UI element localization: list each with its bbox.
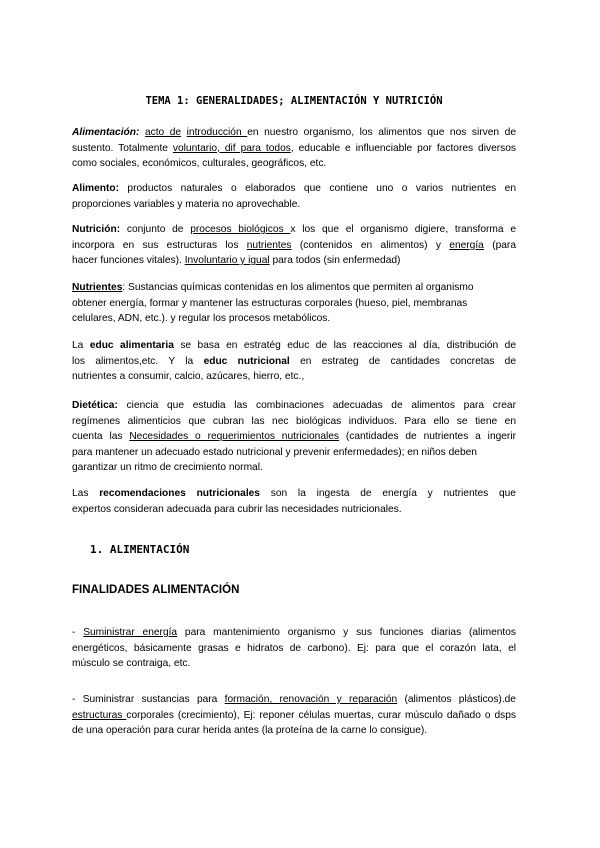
term-alimentacion: Alimentación: xyxy=(72,127,140,138)
para-line xyxy=(72,708,516,724)
text-run: productos naturales o elaborados que contiene uno o varios nutrientes en xyxy=(118,183,516,194)
underlined-text: Necesidades o requerimientos nutricionales xyxy=(129,431,340,443)
text-run: (alimentos plásticos).de xyxy=(397,694,516,705)
para-line: para mantener un adecuado estado nutricional y prevenir enfermedades); en niños deben xyxy=(72,446,477,458)
underlined-text: nutrientes xyxy=(246,239,292,251)
para-line: celulares, ADN, etc.). y regular los procesos metabólicos. xyxy=(72,313,331,325)
para-line xyxy=(72,692,516,708)
para-line xyxy=(72,338,516,354)
para-line xyxy=(72,238,516,254)
text-run: en nuestro organismo, los alimentos que nos sirven de xyxy=(247,127,516,138)
text-run: (cantidades de nutrientes a ingerir xyxy=(339,431,516,443)
underlined-text: Suministrar energía xyxy=(83,627,178,638)
para-line xyxy=(72,125,516,141)
bold-term: educ alimentaria xyxy=(89,340,174,351)
text-run: : Sustancias químicas contenidas en los alimentos que permiten al organismo xyxy=(122,282,474,293)
para-line: expertos consideran adecuada para cubrir las necesidades nutricionales. xyxy=(72,503,402,515)
para-line: nutrientes a consumir, calcio, azúcares, hierro, etc., xyxy=(72,371,305,383)
text-run: para mantenimiento organismo y sus funciones diarias (alimentos xyxy=(177,627,516,638)
para-line xyxy=(72,222,516,238)
text-run: (para xyxy=(483,239,516,251)
para-line xyxy=(72,354,516,370)
para-line xyxy=(72,398,516,414)
para-line xyxy=(72,486,516,502)
para-line: garantizar un ritmo de crecimiento normal. xyxy=(72,462,263,474)
para-line xyxy=(72,181,516,197)
para-line: proporciones variables y materia no aprovechable. xyxy=(72,198,301,210)
text-run: - Suministrar sustancias para xyxy=(72,694,225,705)
text-run: ciencia que estudia las combinaciones adecuadas de alimentos para crear xyxy=(117,400,516,411)
text-run: , educable e influenciable por factores diversos xyxy=(290,142,516,154)
underlined-text: Involuntario y igual xyxy=(184,255,270,267)
paragraph-nutricion xyxy=(72,222,516,269)
paragraph-alimentacion xyxy=(72,125,516,172)
text-run: incorpora en sus estructuras los xyxy=(72,239,247,251)
para-line: obtener energía, formar y mantener las estructuras corporales (hueso, piel, membranas xyxy=(72,297,468,309)
subsection-heading: FINALIDADES ALIMENTACIÓN xyxy=(72,584,240,596)
para-line xyxy=(72,280,516,296)
underlined-text: voluntario, dif para todos xyxy=(172,142,291,154)
paragraph-dietetica xyxy=(72,398,516,476)
text-run: Las xyxy=(72,488,100,499)
paragraph-alimento xyxy=(72,181,516,212)
para-line xyxy=(72,429,516,445)
text-run: cuenta las xyxy=(72,431,130,443)
paragraph-finalidad-energia xyxy=(72,625,516,672)
underlined-text: formación, renovación y reparación xyxy=(224,694,398,705)
para-line: como sociales, económicos, culturales, geográficos, etc. xyxy=(72,158,327,170)
text-run: los alimentos,etc. Y la xyxy=(72,355,204,367)
underlined-text: energía xyxy=(449,239,484,251)
section-heading: 1. ALIMENTACIÓN xyxy=(90,543,190,556)
para-line: de una operación para curar herida antes (la proteína de la carne lo consigue). xyxy=(72,725,428,737)
text-run: (contenidos en alimentos) y xyxy=(291,239,450,251)
term-nutrientes: Nutrientes xyxy=(72,282,123,293)
text-run: - xyxy=(72,627,84,638)
bold-term: educ nutricional xyxy=(203,355,290,367)
underlined-text: estructuras xyxy=(72,709,127,721)
text-run: corporales (crecimiento), Ej: reponer células muertas, curar músculo dañado o dsps xyxy=(126,709,516,721)
text-run: conjunto de xyxy=(120,224,191,235)
term-nutricion: Nutrición: xyxy=(72,224,121,235)
para-line xyxy=(72,253,516,269)
para-line: energéticos, básicamente grasas e hidratos de carbono). Ej: para que el corazón lata, el xyxy=(72,642,516,654)
term-alimento: Alimento: xyxy=(72,183,119,194)
underlined-text: procesos biológicos xyxy=(190,224,291,235)
paragraph-educacion xyxy=(72,338,516,385)
text-run: son la ingesta de energía y nutrientes que xyxy=(259,488,516,499)
text-run: x los que el organismo digiere, transforma e xyxy=(290,224,516,235)
document-title: TEMA 1: GENERALIDADES; ALIMENTACIÓN Y NUTRICIÓN xyxy=(145,95,443,107)
text-run: La xyxy=(72,340,90,351)
underlined-text: introducción xyxy=(186,127,248,138)
text-run: sustento. Totalmente xyxy=(72,142,173,154)
bold-term: recomendaciones nutricionales xyxy=(99,488,260,499)
term-dietetica: Dietética: xyxy=(72,400,118,411)
paragraph-finalidad-sustancias xyxy=(72,692,516,739)
paragraph-nutrientes xyxy=(72,280,516,327)
text-run: en estrateg de cantidades concretas de xyxy=(289,355,516,367)
text-run: hacer funciones vitales). xyxy=(72,255,185,267)
para-line xyxy=(72,625,516,641)
para-line: músculo se contraiga, etc. xyxy=(72,658,191,670)
text-run: se basa en estratég educ de las reacciones al día, distribución de xyxy=(173,340,516,351)
underlined-text: acto de xyxy=(144,127,182,138)
para-line: regímenes alimenticios que cubran las nec biológicas individuos. Para ello se tiene en xyxy=(72,415,516,427)
text-run: para todos (sin enfermedad) xyxy=(269,255,401,267)
paragraph-recomendaciones xyxy=(72,486,516,517)
para-line xyxy=(72,141,516,157)
